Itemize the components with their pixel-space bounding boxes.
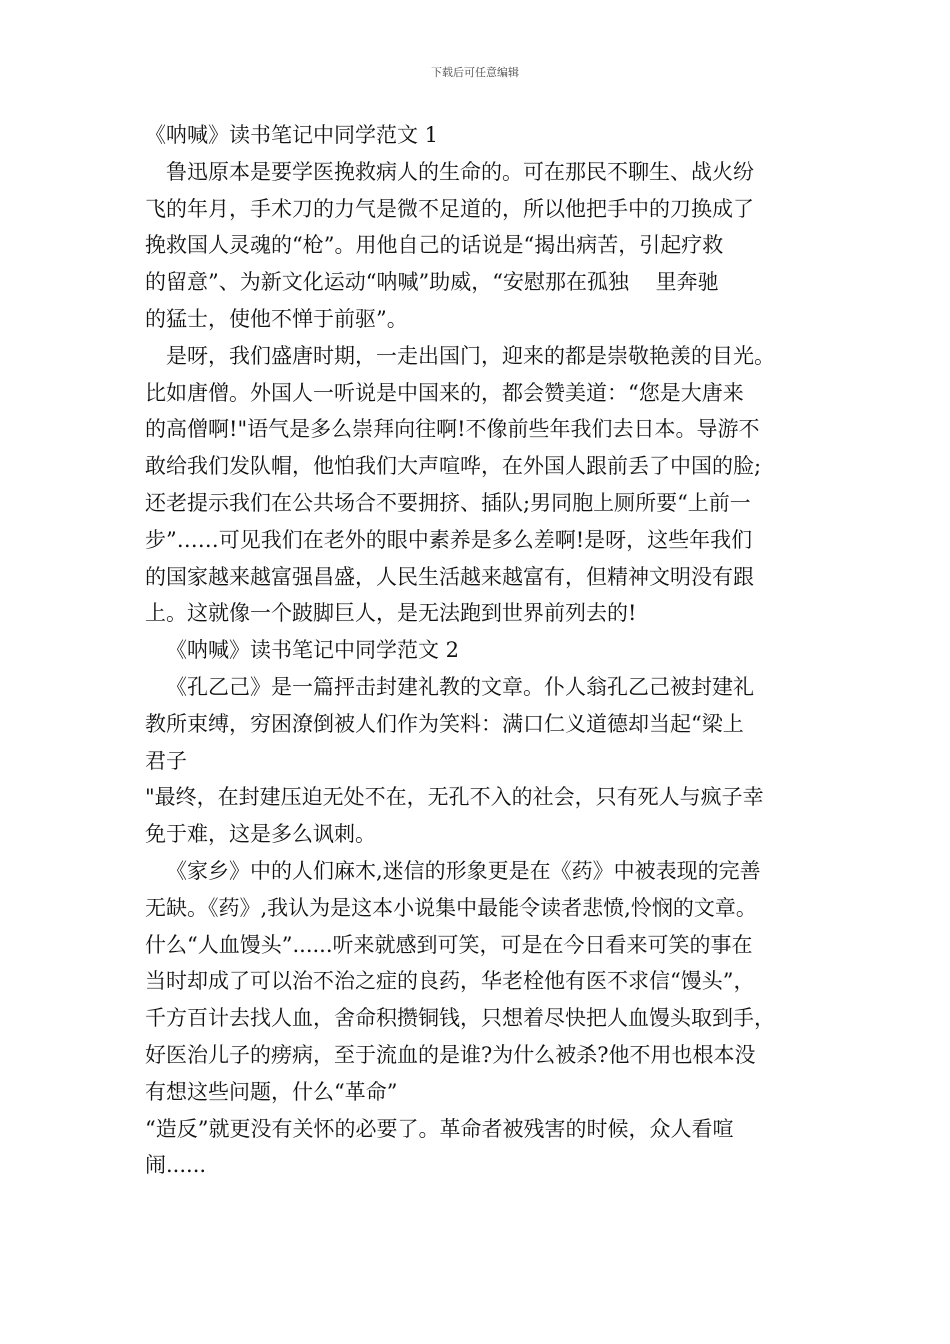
text-line: 有想这些问题，什么“革命” <box>145 1079 398 1104</box>
text-line: 的国家越来越富强昌盛，人民生活越来越富有，但精神文明没有跟 <box>145 564 754 589</box>
text-line: 千方百计去找人血，舍命积攒铜钱，只想着尽快把人血馒头取到手， <box>145 1006 775 1031</box>
document-body <box>145 117 815 1184</box>
text-line: 免于难，这是多么讽刺。 <box>145 822 376 847</box>
text-line: 当时却成了可以治不治之症的良药，华老栓他有医不求信“馒头”， <box>145 969 755 994</box>
text-line: "最终，在封建压迫无处不在，无孔不入的社会，只有死人与疯子幸 <box>145 785 764 810</box>
text-line: 无缺。《药》,我认为是这本小说集中最能令读者悲愤,怜悯的文章。 <box>145 895 757 920</box>
text-line: 的高僧啊!"语气是多么崇拜向往啊!不像前些年我们去日本。导游不 <box>145 417 760 442</box>
text-line: 比如唐僧。外国人一听说是中国来的，都会赞美道：“您是大唐来 <box>145 380 744 405</box>
text-line: 步”……可见我们在老外的眼中素养是多么差啊!是呀，这些年我们 <box>145 527 753 552</box>
page-header: 下载后可任意编辑 <box>431 66 519 79</box>
text-line: 还老提示我们在公共场合不要拥挤、插队;男同胞上厕所要“上前一 <box>145 490 751 515</box>
text-line: 闹...... <box>145 1153 207 1178</box>
text-line: 好医治儿子的痨病，至于流血的是谁?为什么被杀?他不用也根本没 <box>145 1042 756 1067</box>
text-line: “造反”就更没有关怀的必要了。革命者被残害的时候，众人看喧 <box>145 1116 734 1141</box>
text-line: 《呐喊》读书笔记中同学范文 2 <box>166 638 460 663</box>
text-line: 《家乡》中的人们麻木,迷信的形象更是在《药》中被表现的完善 <box>166 858 761 883</box>
text-line: 什么“人血馒头”......听来就感到可笑，可是在今日看来可笑的事在 <box>145 932 753 957</box>
text-line: 敢给我们发队帽，他怕我们大声喧哗，在外国人跟前丢了中国的脸; <box>145 454 762 479</box>
text-line: 飞的年月，手术刀的力气是微不足道的，所以他把手中的刀换成了 <box>145 196 754 221</box>
text-line: 教所束缚，穷困潦倒被人们作为笑料：满口仁义道德却当起“梁上 <box>145 711 744 736</box>
text-line: 上。这就像一个跛脚巨人，是无法跑到世界前列去的! <box>145 601 637 626</box>
text-line: 挽救国人灵魂的“枪”。用他自己的话说是“揭出病苦，引起疗救 <box>145 233 724 258</box>
text-line: 君子 <box>145 748 187 773</box>
text-line: 是呀，我们盛唐时期，一走出国门，迎来的都是崇敬艳羡的目光。 <box>166 343 775 368</box>
text-line: 《孔乙己》是一篇抨击封建礼教的文章。仆人翁孔乙己被封建礼 <box>166 674 754 699</box>
text-line: 《呐喊》读书笔记中同学范文 1 <box>145 123 439 147</box>
text-line: 的留意”、为新文化运动“呐喊”助威，“安慰那在孤独 里奔驰 <box>145 270 719 295</box>
text-line: 鲁迅原本是要学医挽救病人的生命的。可在那民不聊生、战火纷 <box>166 159 754 184</box>
text-line: 的猛士，使他不惮于前驱”。 <box>145 306 408 331</box>
